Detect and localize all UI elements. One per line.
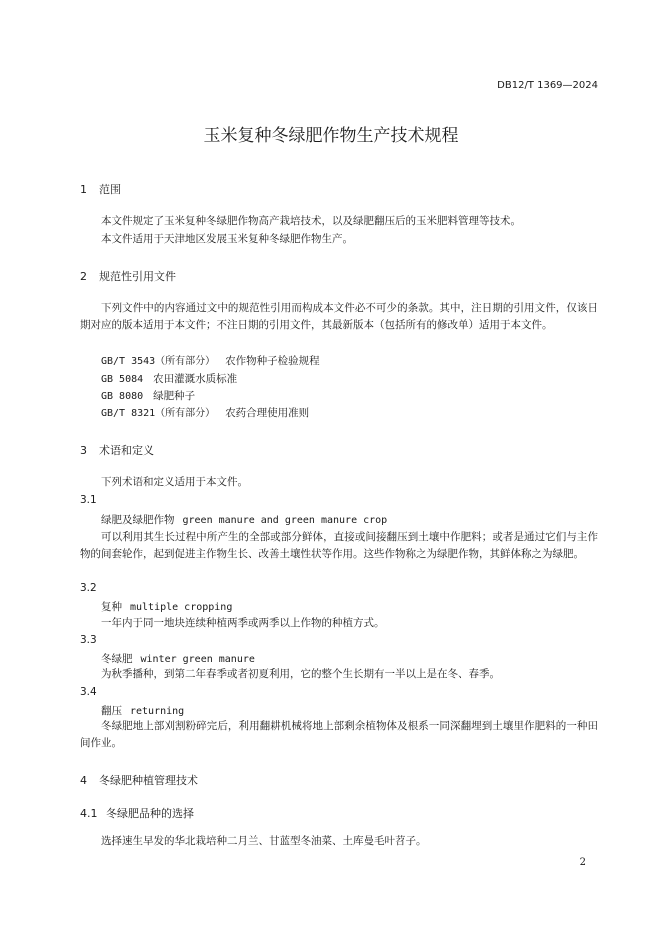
subsection-4-1-heading <box>80 805 194 821</box>
term-en: returning <box>130 706 185 717</box>
section-1-paragraph-1: 本文件规定了玉米复种冬绿肥作物高产栽培技术，以及绿肥翻压后的玉米肥料管理等技术。 <box>101 215 521 227</box>
section-2-paragraph-1: 下列文件中的内容通过文中的规范性引用而构成本文件必不可少的条款。其中，注日期的引用文件，仅该日期对应的版本适用于本文件；不注日期的引用文件，其最新版本（包括所有的修改单）适用于本文件。 <box>80 302 598 331</box>
page-number: 2 <box>579 857 586 868</box>
document-number: DB12/T 1369—2024 <box>497 80 598 91</box>
reference-name: 农作物种子检验规程 <box>225 355 320 367</box>
reference-item <box>101 353 320 370</box>
section-2-number: 2 <box>80 270 87 283</box>
reference-code: GB 8080 <box>101 391 144 402</box>
section-1-paragraph-2: 本文件适用于天津地区发展玉米复种冬绿肥作物生产。 <box>101 233 353 245</box>
term-title <box>101 512 387 527</box>
section-3-number: 3 <box>80 444 87 457</box>
term-zh: 绿肥及绿肥作物 <box>101 514 175 526</box>
section-3-title: 术语和定义 <box>99 444 154 457</box>
reference-item <box>101 371 237 388</box>
term-zh: 翻压 <box>101 705 122 717</box>
reference-name: 农田灌溉水质标准 <box>153 373 238 385</box>
term-number: 3.3 <box>80 634 97 646</box>
term-title <box>101 703 184 718</box>
term-number: 3.2 <box>80 582 97 594</box>
subsection-number: 4.1 <box>80 807 98 820</box>
section-1-title: 范围 <box>99 183 121 196</box>
term-definition: 一年内于同一地块连续种植两季或两季以上作物的种植方式。 <box>101 617 385 629</box>
term-title <box>101 651 255 666</box>
subsection-title: 冬绿肥品种的选择 <box>106 807 194 820</box>
reference-code: GB 5084 <box>101 374 144 385</box>
section-3-intro: 下列术语和定义适用于本文件。 <box>101 476 248 488</box>
term-definition: 可以利用其生长过程中所产生的全部或部分鲜体，直接或间接翻压到土壤中作肥料；或者是通过它们与主作物的间套轮作，起到促进主作物生长、改善土壤性状等作用。这些作物称之为绿肥作物，其鲜体称之为绿肥。 <box>80 531 598 560</box>
reference-name: 农药合理使用准则 <box>225 407 310 419</box>
section-1-number: 1 <box>80 183 87 196</box>
reference-item <box>101 405 309 422</box>
reference-item <box>101 388 195 405</box>
reference-code: GB/T 8321（所有部分） <box>101 408 216 419</box>
reference-code: GB/T 3543（所有部分） <box>101 356 216 367</box>
section-3-heading <box>80 442 154 458</box>
term-definition: 为秋季播种，到第二年春季或者初夏利用，它的整个生长期有一半以上是在冬、春季。 <box>101 668 500 680</box>
term-zh: 冬绿肥 <box>101 653 133 665</box>
term-zh: 复种 <box>101 601 122 613</box>
section-4-heading <box>80 772 198 788</box>
document-title: 玉米复种冬绿肥作物生产技术规程 <box>203 126 459 146</box>
section-4-title: 冬绿肥种植管理技术 <box>99 774 198 787</box>
section-2-heading <box>80 268 176 284</box>
section-2-title: 规范性引用文件 <box>99 270 176 283</box>
term-definition: 冬绿肥地上部刈割粉碎完后，利用翻耕机械将地上部剩余植物体及根系一同深翻埋到土壤里作肥料的一种田间作业。 <box>80 720 598 749</box>
term-en: green manure and green manure crop <box>182 515 388 526</box>
term-number: 3.1 <box>80 494 97 506</box>
term-en: multiple cropping <box>130 602 233 613</box>
term-title <box>101 599 232 614</box>
section-4-number: 4 <box>80 774 87 787</box>
reference-name: 绿肥种子 <box>153 390 196 402</box>
term-en: winter green manure <box>140 654 255 665</box>
section-1-heading <box>80 181 121 197</box>
term-number: 3.4 <box>80 686 97 698</box>
subsection-4-1-paragraph: 选择速生早发的华北栽培种二月兰、甘蓝型冬油菜、土库曼毛叶苕子。 <box>101 835 427 847</box>
